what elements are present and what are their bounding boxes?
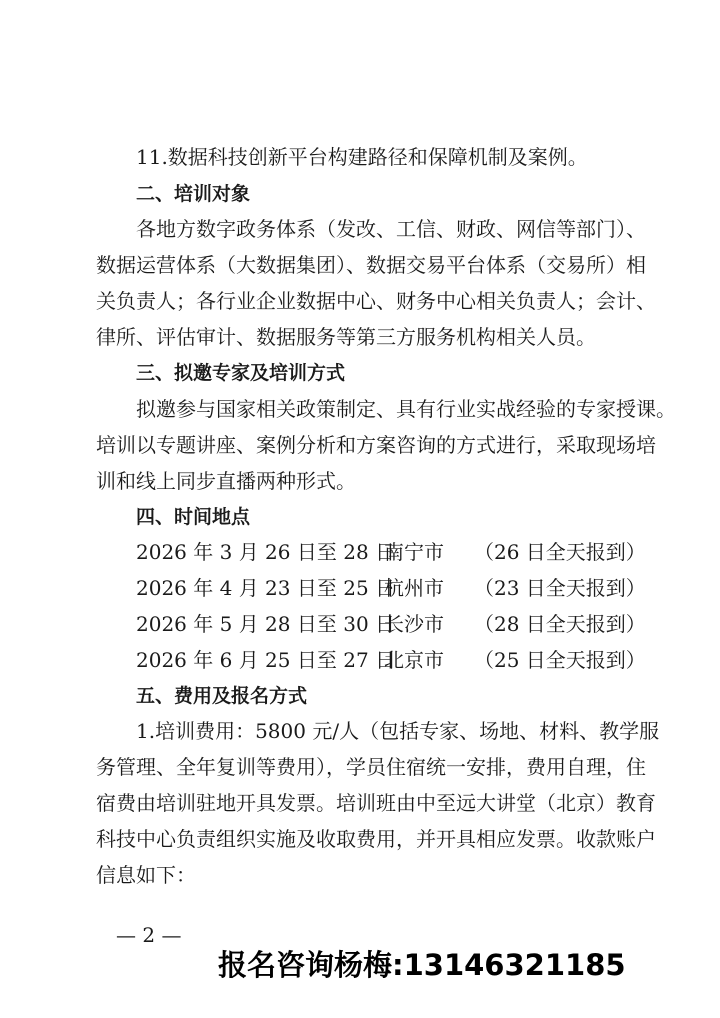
section-heading-4: 四、时间地点 (136, 506, 251, 528)
page-number: — 2 — (116, 923, 182, 947)
section-heading-3: 三、拟邀专家及培训方式 (136, 362, 346, 384)
schedule-city: 北京市 (384, 648, 444, 672)
paragraph-line: 信息如下： (96, 863, 196, 887)
schedule-date: 2026 年 5 月 28 日至 30 日 (136, 612, 396, 636)
schedule-date: 2026 年 6 月 25 日至 27 日 (136, 648, 396, 672)
paragraph-line: 关负责人；各行业企业数据中心、财务中心相关负责人；会计、 (96, 289, 656, 313)
paragraph-line: 训和线上同步直播两种形式。 (96, 469, 356, 493)
paragraph-line: 培训以专题讲座、案例分析和方案咨询的方式进行，采取现场培 (96, 433, 656, 457)
paragraph-line: 拟邀参与国家相关政策制定、具有行业实战经验的专家授课。 (136, 397, 676, 421)
paragraph-line: 数据运营体系（大数据集团）、数据交易平台体系（交易所）相 (96, 253, 646, 277)
contact-banner: 报名咨询杨梅:13146321185 (218, 948, 626, 982)
item-11: 11.数据科技创新平台构建路径和保障机制及案例。 (136, 145, 588, 169)
paragraph-line: 科技中心负责组织实施及收取费用，并开具相应发票。收款账户 (96, 827, 656, 851)
schedule-city: 长沙市 (384, 612, 444, 636)
schedule-note: （26 日全天报到） (474, 540, 646, 564)
paragraph-line: 1.培训费用：5800 元/人（包括专家、场地、材料、教学服 (136, 719, 660, 743)
schedule-note: （25 日全天报到） (474, 648, 646, 672)
schedule-date: 2026 年 4 月 23 日至 25 日 (136, 576, 396, 600)
paragraph-line: 各地方数字政务体系（发改、工信、财政、网信等部门）、 (136, 217, 646, 241)
schedule-city: 南宁市 (384, 540, 444, 564)
schedule-city: 杭州市 (384, 576, 444, 600)
section-heading-2: 二、培训对象 (136, 183, 251, 205)
paragraph-line: 律所、评估审计、数据服务等第三方服务机构相关人员。 (96, 325, 596, 349)
schedule-note: （23 日全天报到） (474, 576, 646, 600)
schedule-date: 2026 年 3 月 26 日至 28 日 (136, 540, 396, 564)
paragraph-line: 务管理、全年复训等费用），学员住宿统一安排，费用自理，住 (96, 755, 646, 779)
section-heading-5: 五、费用及报名方式 (136, 685, 308, 707)
paragraph-line: 宿费由培训驻地开具发票。培训班由中至远大讲堂（北京）教育 (96, 791, 656, 815)
schedule-note: （28 日全天报到） (474, 612, 646, 636)
